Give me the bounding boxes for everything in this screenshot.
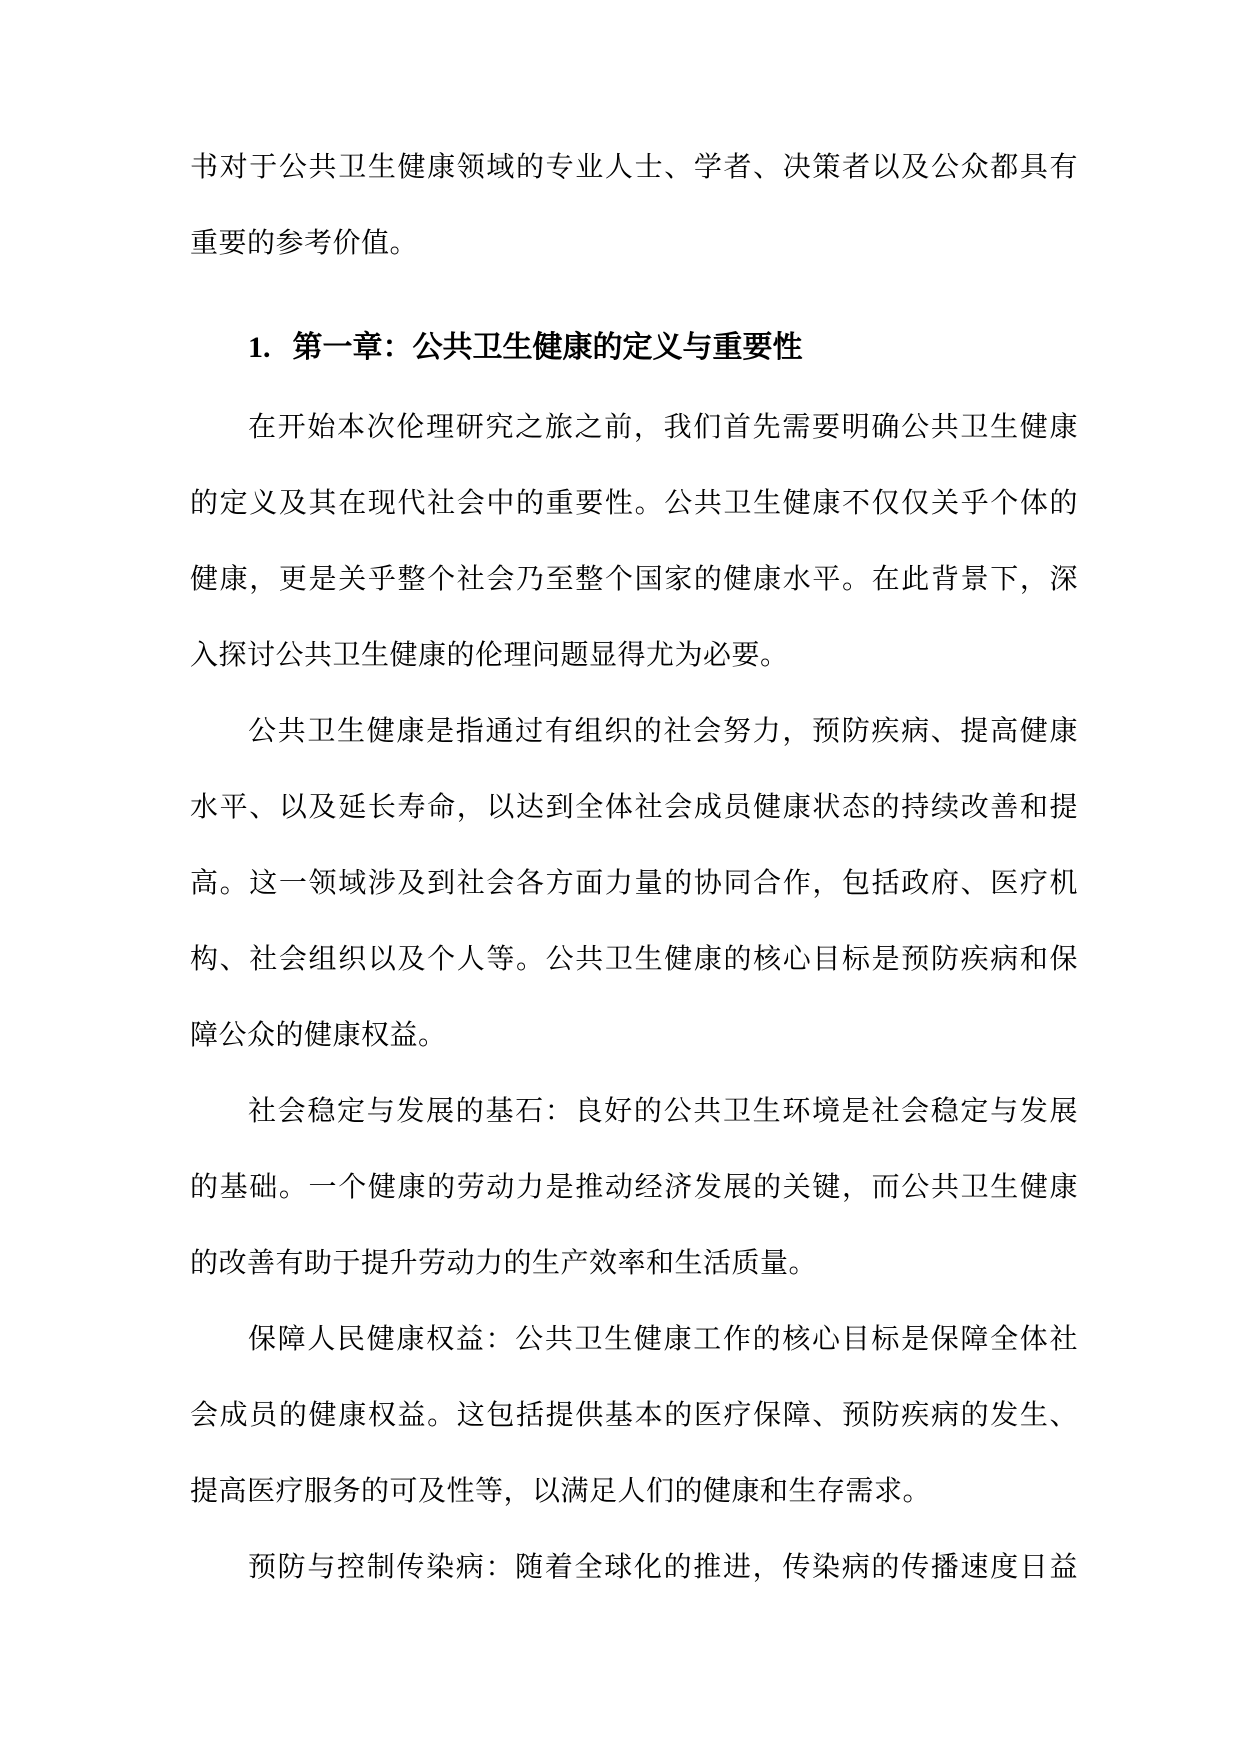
text-line: 的基础。一个健康的劳动力是推动经济发展的关键，而公共卫生健康 [190, 1172, 1078, 1203]
text-line: 预防与控制传染病：随着全球化的推进，传染病的传播速度日益 [248, 1552, 1078, 1583]
text-line: 入探讨公共卫生健康的伦理问题显得尤为必要。 [190, 640, 789, 671]
text-line: 构、社会组织以及个人等。公共卫生健康的核心目标是预防疾病和保 [190, 944, 1078, 975]
text-line: 重要的参考价值。 [190, 228, 419, 259]
paragraph-intro-continuation [190, 130, 1078, 282]
paragraph-definition-detail [190, 694, 1078, 1074]
text-line: 社会稳定与发展的基石：良好的公共卫生环境是社会稳定与发展 [248, 1096, 1078, 1127]
text-line: 高。这一领域涉及到社会各方面力量的协同合作，包括政府、医疗机 [190, 868, 1078, 899]
text-line: 保障人民健康权益：公共卫生健康工作的核心目标是保障全体社 [248, 1324, 1078, 1355]
text-line: 会成员的健康权益。这包括提供基本的医疗保障、预防疾病的发生、 [190, 1400, 1078, 1431]
text-line: 书对于公共卫生健康领域的专业人士、学者、决策者以及公众都具有 [190, 152, 1078, 183]
text-line: 健康，更是关乎整个社会乃至整个国家的健康水平。在此背景下，深 [190, 564, 1078, 595]
text-line: 公共卫生健康是指通过有组织的社会努力，预防疾病、提高健康 [248, 716, 1078, 747]
heading-title: 第一章：公共卫生健康的定义与重要性 [292, 331, 803, 364]
text-line: 水平、以及延长寿命，以达到全体社会成员健康状态的持续改善和提 [190, 792, 1078, 823]
section-heading-chapter-1 [190, 310, 1078, 386]
text-line: 的改善有助于提升劳动力的生产效率和生活质量。 [190, 1248, 818, 1279]
text-line: 提高医疗服务的可及性等，以满足人们的健康和生存需求。 [190, 1476, 932, 1507]
text-line: 障公众的健康权益。 [190, 1020, 447, 1051]
paragraph-definition-intro [190, 390, 1078, 694]
paragraph-infectious-disease [190, 1530, 1078, 1606]
paragraph-health-rights [190, 1302, 1078, 1530]
text-line: 的定义及其在现代社会中的重要性。公共卫生健康不仅仅关乎个体的 [190, 488, 1078, 519]
text-line: 在开始本次伦理研究之旅之前，我们首先需要明确公共卫生健康 [248, 412, 1078, 443]
heading-number: 1. [248, 331, 271, 364]
paragraph-social-stability [190, 1074, 1078, 1302]
